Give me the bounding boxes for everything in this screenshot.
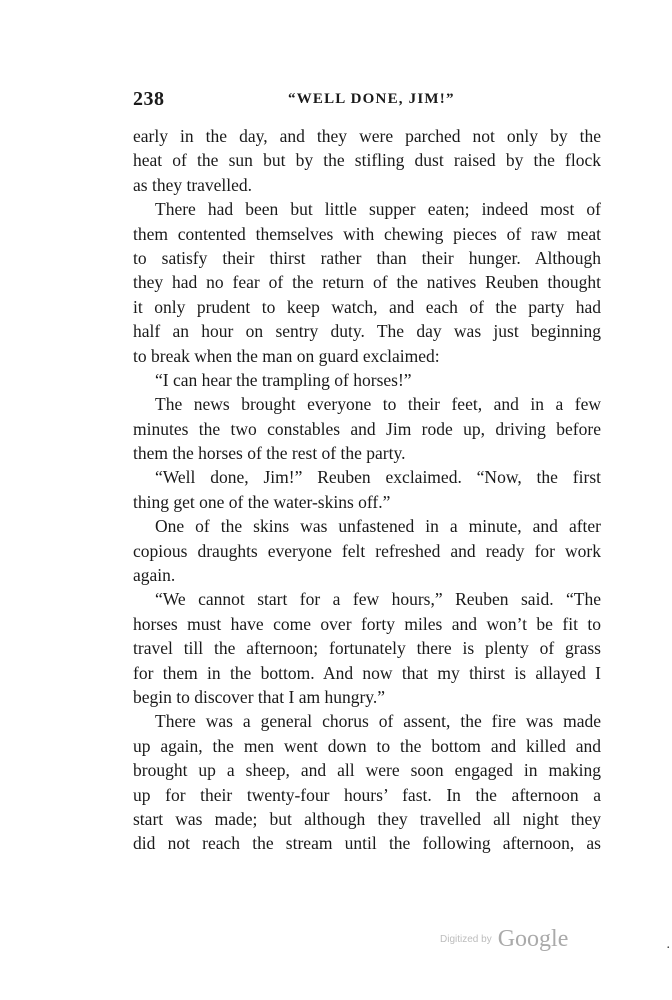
text-line: brought up a sheep, and all were soon engaged in making [133,760,601,781]
text-line: “Well done, Jim!” Reuben exclaimed. “Now, the first [155,467,601,488]
page-header [133,88,601,114]
text-line: heat of the sun but by the stifling dust raised by the flock [133,150,601,171]
text-line: There was a general chorus of assent, the fire was made [155,711,601,732]
text-line: copious draughts everyone felt refreshed and ready for work [133,540,601,561]
text-line: begin to discover that I am hungry.” [133,686,386,707]
page-edge-mark: . [666,937,670,952]
body-text [133,124,601,856]
page-number: 238 [133,88,165,110]
text-line: to satisfy their thirst rather than their hunger. Although [133,247,601,268]
digitized-by-label: Digitized by [440,934,492,945]
text-line: again. [133,565,176,586]
text-line: start was made; but although they travelled all night they [133,808,601,829]
text-line: up for their twenty-four hours’ fast. In the afternoon a [133,784,601,805]
text-line: it only prudent to keep watch, and each of the party had [133,296,601,317]
text-line: thing get one of the water-skins off.” [133,491,391,512]
google-logo-text: Google [497,926,569,952]
text-line: them the horses of the rest of the party. [133,443,406,464]
digitized-by-google-watermark [440,926,568,956]
text-line: “We cannot start for a few hours,” Reuben said. “The [155,589,601,610]
text-line: they had no fear of the return of the natives Reuben thought [133,272,601,293]
text-line: for them in the bottom. And now that my thirst is allayed I [133,662,601,683]
text-line: early in the day, and they were parched not only by the [133,126,601,146]
running-title: “WELL DONE, JIM!” [288,91,455,107]
text-line: as they travelled. [133,174,253,195]
text-line: The news brought everyone to their feet, and in a few [155,394,601,415]
text-line: to break when the man on guard exclaimed: [133,345,440,366]
text-line: them contented themselves with chewing pieces of raw meat [133,223,601,244]
text-line: There had been but little supper eaten; indeed most of [155,199,601,220]
text-line: One of the skins was unfastened in a minute, and after [155,516,601,537]
text-line: horses must have come over forty miles and won’t be fit to [133,613,601,634]
text-line: up again, the men went down to the bottom and killed and [133,735,601,756]
text-line: travel till the afternoon; fortunately there is plenty of grass [133,638,601,659]
text-line: minutes the two constables and Jim rode up, driving before [133,418,601,439]
text-line: half an hour on sentry duty. The day was just beginning [133,321,601,342]
text-line: did not reach the stream until the following afternoon, as [133,833,601,854]
text-line: “I can hear the trampling of horses!” [155,369,412,390]
